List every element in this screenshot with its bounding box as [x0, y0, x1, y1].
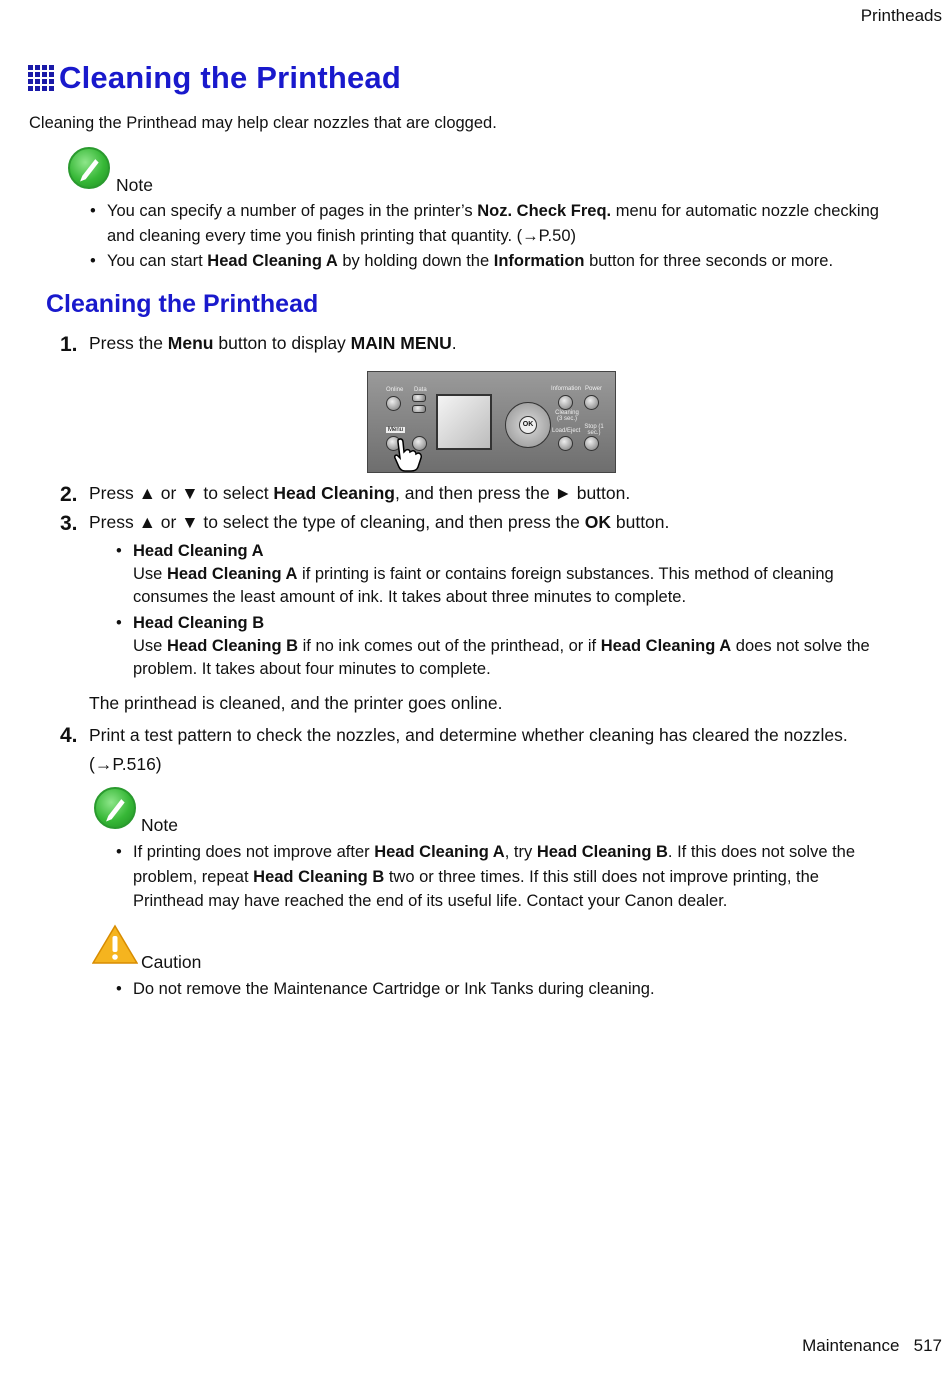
- data-lamp: [412, 394, 426, 402]
- power-button: [584, 395, 599, 410]
- note-bullet: • You can start Head Cleaning A by holding down the Information button for three seconds or more.: [90, 249, 880, 274]
- running-header: Printheads: [860, 6, 942, 25]
- information-button: [558, 395, 573, 410]
- option-desc-b: Use Head Cleaning B if no ink comes out of the printhead, or if Head Cleaning A does not solve the problem. It takes about four minutes to complete.: [133, 637, 870, 678]
- page-title: [28, 60, 401, 96]
- pointing-hand-icon: [392, 438, 432, 472]
- page-footer: [802, 1336, 942, 1356]
- section-title: Cleaning the Printhead: [46, 290, 319, 318]
- load-eject-button: [558, 436, 573, 451]
- note-bullets: [116, 840, 886, 915]
- message-lamp: [412, 405, 426, 413]
- title-text: Cleaning the Printhead: [59, 60, 401, 95]
- grid-icon: [28, 65, 54, 91]
- page-number: 517: [913, 1336, 942, 1355]
- step-4: 4. Print a test pattern to check the nozzles, and determine whether cleaning has cleared the nozzles. (→P.516): [60, 724, 848, 774]
- option-title-b: • Head Cleaning B: [116, 612, 902, 635]
- caution-label: Caution: [141, 952, 202, 972]
- control-panel-illustration: Online Data Menu OK Information Power Cleaning (3 sec.) Load/Eject Stop (1 sec.): [367, 371, 616, 473]
- note-pencil-icon: [68, 147, 110, 189]
- option-title-a: • Head Cleaning A: [116, 540, 902, 563]
- caution-warning-icon: [92, 924, 138, 964]
- option-desc-a: Use Head Cleaning A if printing is faint or contains foreign substances. This method of cleaning consumes the least amount of ink. It takes about three minutes to complete.: [133, 565, 834, 606]
- note-bullet: • If printing does not improve after Head Cleaning A, try Head Cleaning B. If this does not solve the problem, repeat Head Cleaning B two or three times. If this still does not improve printing, the Printhead may have reached the end of its useful life. Contact your Canon dealer.: [116, 840, 886, 914]
- lcd-screen: [436, 394, 492, 450]
- step-2: 2. Press ▲ or ▼ to select Head Cleaning, and then press the ► button.: [60, 483, 631, 506]
- caution-bullets: [116, 977, 886, 1003]
- note-pencil-icon: [94, 787, 136, 829]
- step-3: 3. Press ▲ or ▼ to select the type of cleaning, and then press the OK button.: [60, 512, 670, 535]
- ok-button: OK: [519, 416, 537, 434]
- step-1: 1. Press the Menu button to display MAIN MENU.: [60, 333, 457, 356]
- intro-text: Cleaning the Printhead may help clear nozzles that are clogged.: [29, 114, 497, 132]
- result-text: The printhead is cleaned, and the printer goes online.: [89, 693, 503, 713]
- stop-button: [584, 436, 599, 451]
- online-button: [386, 396, 401, 411]
- caution-bullet: • Do not remove the Maintenance Cartridge or Ink Tanks during cleaning.: [116, 977, 886, 1002]
- footer-chapter: Maintenance: [802, 1336, 900, 1355]
- note-label: Note: [141, 815, 178, 835]
- note-label: Note: [116, 175, 153, 195]
- note-bullet: • You can specify a number of pages in the printer’s Noz. Check Freq. menu for automatic nozzle checking and cleaning every time you finish printing that quantity. (→P.50): [90, 199, 880, 248]
- note-bullets: [90, 199, 880, 275]
- cleaning-options: [116, 540, 902, 684]
